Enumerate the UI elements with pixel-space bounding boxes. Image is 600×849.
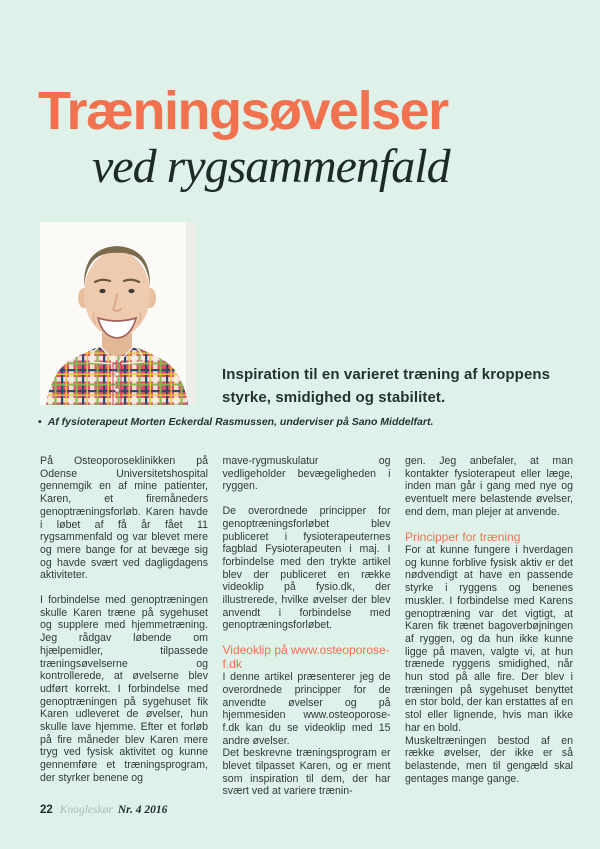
body-paragraph: Muskeltræningen bestod af en række øvelser, der ikke er så belastende, men til gengæld skal gentages mange gange. [405,734,573,785]
body-paragraph: De overordnede principper for genoptræningsforløbet blev publiceret i fysioterapeuternes fagblad Fysioterapeuten i maj. I forbindelse med den trykte artikel blev der publiceret en række videoklip på fysio.dk, der illustrerede, hvilke øvelser der blev anvendt i forbindelse med genoptræningsforløbet. [222,505,391,632]
body-paragraph: mave-rygmuskulatur og vedligeholder bevægeligheden i ryggen. [222,455,391,493]
body-paragraph: I forbindelse med genoptræningen skulle Karen træne på sygehuset og supplere med hjemmetræning. Jeg rådgav løbende om hjælpemidler, tilpassede træningsøvelserne og kontrollerede, at øvelserne blev udført korrekt. I forbindelse med genoptræningen på sygehuset fik Karen udleveret de øvelser, hun skulle lave hjemme. Efter et forløb på fire måneder blev Karen mere tryg ved fysisk aktivitet og kunne gennemføre et træningsprogram, der styrker benene og [40,594,208,784]
body-paragraph: På Osteoporoseklinikken på Odense Universitetshospital gennemgik en af mine patienter, Karen, et firemåneders genoptræningsforløb. Karen havde i løbet af få år fået 11 rygsammenfald og var blevet mere og mere bange for at bevæge sig og havde svært ved dagligdagens aktiviteter. [40,455,208,582]
body-column [405,455,573,798]
body-column [223,455,391,798]
section-subhead: Videoklip på www.osteoporose-f.dk [222,643,390,671]
byline-bullet: • [38,416,42,428]
article-subtitle: ved rygsammenfald [92,140,450,193]
article-body [40,455,573,798]
body-paragraph: gen. Jeg anbefaler, at man kontakter fysioterapeut eller læge, inden man går i gang med nye og eventuelt mere belastende øvelser, end dem, man plejer at anvende. [405,455,573,518]
article-title: Træningsøvelser [38,81,448,141]
section-subhead: Principper for træning [405,529,521,544]
body-paragraph: For at kunne fungere i hverdagen og kunne forblive fysisk aktiv er det nødvendigt at have en passende styrke i ryggens og benenes muskler. I forbindelse med Karens genoptræning var det vigtigt, at Karen fik trænet bagoverbøjningen af ryggen, og da hun ikke kunne ligge på maven, valgte vi, at hun trænede ryggens smidighed, når hun stod på alle fire. Der blev i træningen på sygehuset benyttet en stor bold, der kan erstattes af en stol eller lignende, hvis man ikke har en bold. [405,544,573,734]
body-paragraph: I denne artikel præsenterer jeg de overordnede principper for de anvendte øvelser og på hjemmesiden www.osteoporose-f.dk kan du se videoklip med 15 andre øvelser. [222,671,391,747]
byline-text: Af fysioterapeut Morten Eckerdal Rasmussen, underviser på Sano Middelfart. [47,416,434,428]
byline [38,416,578,428]
author-portrait-photo [40,222,195,405]
body-column [40,455,208,798]
magazine-title: Knogleskør [59,804,113,816]
issue-label: Nr. 4 2016 [117,804,168,816]
page-footer [40,804,167,816]
page-number: 22 [40,804,53,816]
intro-statement: Inspiration til en varieret træning af kroppens styrke, smidighed og stabilitet. [222,366,551,406]
body-paragraph: Det beskrevne træningsprogram er blevet tilpasset Karen, og er ment som inspiration til dem, der har svært ved at variere trænin- [222,747,391,798]
portrait-illustration [40,222,195,405]
